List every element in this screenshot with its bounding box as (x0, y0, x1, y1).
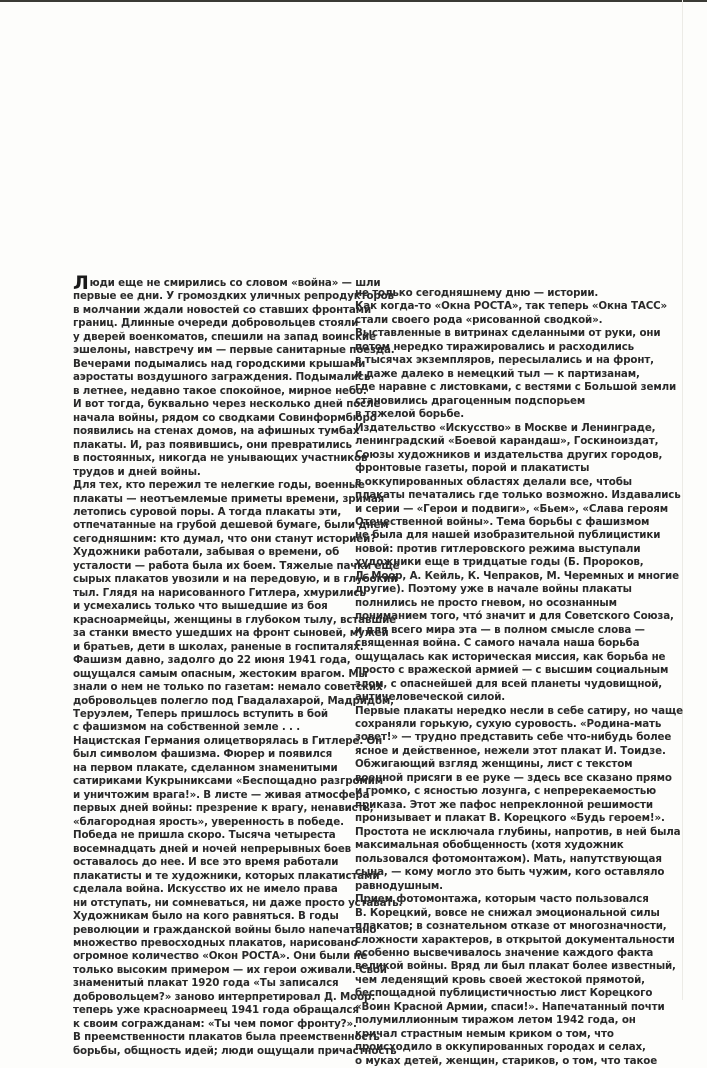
text-line: Для тех, кто пережил те нелегкие годы, военные (73, 479, 365, 492)
text-line: полумиллионным тиражом летом 1942 года, он (355, 1014, 636, 1027)
text-line: тыл. Глядя на нарисованного Гитлера, хмурились (73, 586, 366, 599)
text-line: Первые плакаты нередко несли в себе сатиру, но чаще (355, 704, 683, 717)
text-line: Выставленные в витринах сделанными от руки, они (355, 327, 661, 340)
text-line: отпечатанные на грубой дешевой бумаге, были днем (73, 519, 389, 532)
text-line: и усмехались только что вышедшие из боя (73, 600, 328, 613)
text-line: происходило в оккупированных городах и селах, (355, 1041, 646, 1054)
text-line: беспощадной публицистичностью лист Корецкого (355, 987, 653, 1000)
text-line: и братьев, дети в школах, раненые в госпиталях. (73, 640, 364, 653)
drop-cap: Л (73, 272, 89, 294)
text-line: в тяжелой борьбе. (355, 408, 465, 421)
text-line: стали своего рода «рисованной сводкой». (355, 313, 603, 326)
text-line: оставалось до нее. И все это время работали (73, 856, 339, 869)
text-line: эшелоны, навстречу им — первые санитарные поезда. (73, 344, 395, 357)
article-column-right (355, 287, 683, 1068)
text-line: не только сегодняшнему дню — истории. (355, 287, 599, 299)
text-line: за станки вместо ушедших на фронт сыновей, мужей (73, 627, 389, 640)
text-line: Союзы художников и издательства других городов, (355, 448, 663, 461)
text-line: где наравне с листовками, с вестями с Большой земли (355, 381, 677, 394)
text-line: Прием фотомонтажа, которым часто пользовался (355, 893, 649, 906)
text-line: добровольцев полегло под Гвадалахарой, Мадридом, (73, 694, 394, 707)
text-line: начала войны, рядом со сводками Совинформбюро (73, 411, 377, 424)
text-line: В. Корецкий, вовсе не снижал эмоциональной силы (355, 906, 660, 919)
text-line: был символом фашизма. Фюрер и появился (73, 748, 333, 761)
text-line: ни отступать, ни сомневаться, ни даже просто уставать. (73, 896, 403, 909)
text-line: у дверей военкоматов, спешили на запад воинские (73, 330, 376, 343)
text-line: Отечественной войны». Тема борьбы с фашизмом (355, 515, 650, 528)
text-line: восемнадцать дней и ночей непрерывных боев (73, 842, 352, 855)
text-line: Победа не пришла скоро. Тысяча четыреста (73, 829, 336, 842)
text-line: равнодушным. (355, 879, 443, 892)
text-line: множество превосходных плакатов, нарисовано (73, 936, 358, 949)
text-line: к своим согражданам: «Ты чем помог фронту?». (73, 1017, 357, 1030)
text-line: и громко, с ясностью лозунга, с непререкаемостью (355, 785, 657, 798)
text-line: знали о нем не только по газетам: немало советских (73, 681, 383, 694)
text-line: кричал страстным немым криком о том, что (355, 1027, 614, 1040)
text-line: плакатисты и те художники, которых плакатистами (73, 869, 380, 882)
text-line: Нацистская Германия олицетворялась в Гитлере. Он (73, 734, 383, 747)
text-line: максимальная обобщенность (хотя художник (355, 839, 624, 852)
text-line: Простота не исключала глубины, напротив, в ней была (355, 825, 681, 838)
text-line: красноармейцы, женщины в глубоком тылу, вставшие (73, 613, 397, 626)
text-line: только высоким примером — их герои оживали. Свой (73, 963, 387, 976)
text-line: и серии — «Герои и подвиги», «Бьем», «Слава героям (355, 502, 669, 515)
text-line: первые ее дни. У громоздких уличных репродукторов (73, 290, 394, 303)
text-line: злом, с опаснейшей для всей планеты чудовищной, (355, 677, 663, 690)
text-line: трудов и дней войны. (73, 465, 201, 478)
text-line: усталости — работа была их боем. Тяжелые пачки еще (73, 559, 400, 572)
text-line: Теруэлем, Теперь пришлось вступить в бой (73, 708, 328, 720)
text-line: новой: против гитлеровского режима выступали (355, 542, 641, 555)
text-line: летопись суровой поры. А тогда плакаты эти, (73, 505, 342, 518)
text-line: в постоянных, никогда не унывающих участников (73, 452, 368, 465)
text-line: чем леденящий кровь своей жестокой прямотой, (355, 973, 645, 986)
text-line: не была для нашей изобразительной публицистики (355, 529, 661, 542)
text-line: зовет!» — трудно представить себе что-нибудь более (355, 731, 672, 744)
text-line: в летнее, недавно такое спокойное, мирное небо. (73, 384, 367, 397)
text-line: пониманием того, что́ значит и для Советского Союза, (355, 610, 674, 623)
text-line: в молчании ждали новостей со ставших фронтами (73, 303, 372, 316)
text-line: о муках детей, женщин, стариков, о том, что такое (355, 1054, 658, 1067)
text-line: потом нередко тиражировались и расходились (355, 340, 635, 353)
text-line: добровольцем?» заново интерпретировал Д. Моор: (73, 990, 376, 1003)
text-line: и для всего мира эта — в полном смысле слова — (355, 623, 645, 636)
text-line: плакаты печатались где только возможно. Издавались (355, 489, 681, 502)
text-line: ясное и действенное, нежели этот плакат И. Тоидзе. (355, 744, 666, 757)
text-line: сделала война. Искусство их не имело права (73, 883, 338, 896)
text-line: теперь уже красноармеец 1941 года обращался (73, 1004, 359, 1017)
text-line: приказа. Этот же пафос непреклонной решимости (355, 798, 653, 811)
text-line: художники еще в тридцатые годы (Б. Пророков, (355, 556, 644, 569)
text-line: плакаты — неотъемлемые приметы времени, зримая (73, 492, 385, 505)
text-line: сына, — кому могло это быть чужим, кого оставляло (355, 866, 665, 879)
text-line (73, 272, 402, 294)
text-line: Вечерами подымались над городскими крышами (73, 357, 366, 370)
text-line: «Воин Красной Армии, спаси!». Напечатанный почти (355, 1000, 665, 1013)
text-line: пользовался фотомонтажом). Мать, напутствующая (355, 852, 662, 865)
text-line: особенно высвечивалось значение каждого факта (355, 946, 654, 959)
text-line: первых дней войны: презрение к врагу, ненависть, (73, 802, 374, 815)
text-line: в оккупированных областях делали все, чтобы (355, 475, 632, 488)
text-line: сегодняшним: кто думал, что они станут историей? (73, 532, 377, 545)
text-line: появились на стенах домов, на афишных тумбах (73, 425, 360, 438)
text-line: и уничтожим врага!». В листе — живая атмосфера (73, 788, 370, 801)
text-line: ленинградский «Боевой карандаш», Госкиноиздат, (355, 435, 659, 448)
text-line: античеловеческой силой. (355, 691, 506, 704)
text-line: с фашизмом на собственной земле . . . (73, 721, 301, 734)
text-line: революции и гражданской войны было напечатано (73, 923, 377, 936)
text-line: знаменитый плакат 1920 года «Ты записался (73, 977, 339, 990)
text-line: Как когда-то «Окна РОСТА», так теперь «Окна ТАСС» (355, 300, 668, 313)
text-line: аэростаты воздушного заграждения. Подымались (73, 371, 371, 384)
text-line: плакатов; в сознательном отказе от многозначности, (355, 920, 667, 933)
text-line: полнились не просто гневом, но осознанным (355, 596, 617, 609)
text-line-content: юди еще не смирились со словом «война» — шли (89, 277, 381, 289)
text-line: в тысячах экземпляров, пересылались и на фронт, (355, 354, 654, 367)
text-line: огромное количество «Окон РОСТА». Они были не (73, 950, 368, 963)
text-line: другие). Поэтому уже в начале войны плакаты (355, 583, 632, 596)
text-line: сырых плакатов увозили и на передовую, и в глубокий (73, 573, 398, 586)
text-line: сохраняли горькую, сухую суровость. «Родина-мать (355, 718, 662, 730)
text-line: «благородная ярость», уверенность в победе. (73, 815, 344, 828)
text-line: борьбы, общность идей; люди ощущали причастность (73, 1044, 397, 1057)
text-line: Издательство «Искусство» в Москве и Ленинграде, (355, 421, 656, 434)
text-line: пронизывает и плакат В. Корецкого «Будь героем!». (355, 812, 665, 825)
text-line: священная война. С самого начала наша борьба (355, 637, 640, 650)
text-line: и даже далеко в немецкий тыл — к партизанам, (355, 367, 640, 380)
text-line: В преемственности плакатов была преемственность (73, 1031, 380, 1044)
text-line: военной присяги в ее руке — здесь все сказано прямо (355, 771, 672, 784)
text-line: сатириками Кукрыниксами «Беспощадно разгромим (73, 775, 383, 788)
text-line: Обжигающий взгляд женщины, лист с текстом (355, 758, 633, 771)
text-line: сложности характеров, в открытой документальности (355, 933, 675, 946)
text-line: Художники работали, забывая о времени, об (73, 546, 340, 559)
text-line: фронтовые газеты, порой и плакатисты (355, 462, 590, 475)
text-line: ощущалась как историческая миссия, как борьба не (355, 650, 666, 663)
text-line: Д. Моор, А. Кейль, К. Чепраков, М. Черемных и многие (355, 569, 679, 582)
text-line: просто с вражеской армией — с высшим социальным (355, 664, 669, 677)
article-column-left (73, 272, 403, 1058)
text-line: И вот тогда, буквально через несколько дней после (73, 398, 381, 411)
text-line: границ. Длинные очереди добровольцев стояли (73, 317, 359, 330)
text-line: на первом плакате, сделанном знаменитыми (73, 761, 338, 774)
text-line: Фашизм давно, задолго до 22 июня 1941 года, (73, 654, 351, 667)
text-line: становились драгоценным подспорьем (355, 394, 586, 407)
text-line: Художникам было на кого равняться. В годы (73, 910, 339, 923)
text-line: великой войны. Вряд ли был плакат более известный, (355, 960, 676, 973)
page-top-edge (0, 0, 707, 2)
text-line: ощущался самым опасным, жестоким врагом. Мы (73, 667, 368, 680)
text-line: плакаты. И, раз появившись, они превратились (73, 438, 352, 451)
